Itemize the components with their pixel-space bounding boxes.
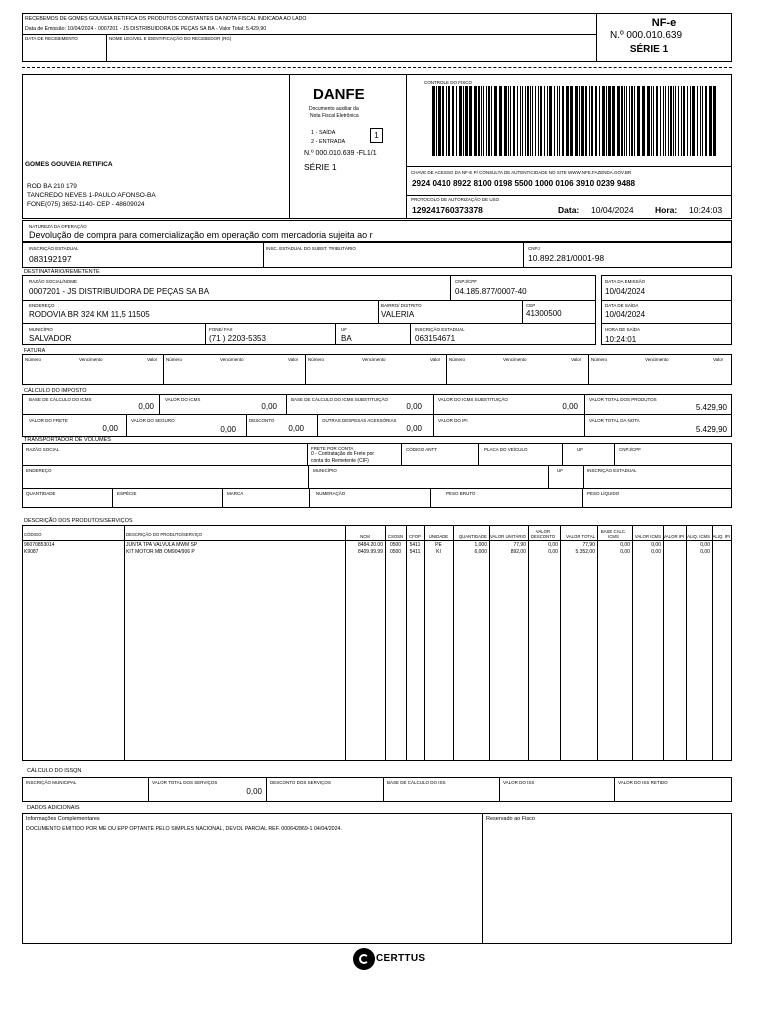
barcode-bar — [547, 86, 548, 156]
table-cell: 96070853014 — [24, 542, 55, 548]
products-col-divider — [424, 525, 425, 761]
net-weight-label: PESO LÍQUIDO — [587, 491, 620, 496]
recipient-cnpj-label: CNPJ/CPF — [455, 279, 478, 284]
barcode-bar — [491, 86, 492, 156]
quantity-label: QUANTIDADE — [26, 491, 56, 496]
issuer-name: GOMES GOUVEIA RETIFICA — [25, 161, 113, 168]
products-header-cell: CSOSN — [387, 534, 404, 539]
iss-retained-label: VALOR DO ISS RETIDO — [618, 780, 668, 785]
receipt-date-label: DATA DE RECEBIMENTO — [25, 36, 78, 41]
products-total: 5.429,90 — [695, 403, 727, 412]
logo-c-icon — [359, 954, 369, 964]
additional-info-label: Informações Complementares — [26, 816, 100, 822]
barcode-bar — [510, 86, 511, 156]
table-cell: 77,90 — [513, 542, 526, 548]
table-cell: 8484.20.00 — [357, 542, 383, 548]
recipient-section: DESTINATÁRIO/REMETENTE — [24, 269, 100, 275]
products-col-divider — [597, 525, 598, 761]
recipient-cnpj: 04.185.877/0007-40 — [455, 287, 527, 296]
issqn-section: CÁLCULO DO ISSQN — [27, 768, 82, 774]
products-total-label: VALOR TOTAL DOS PRODUTOS — [589, 397, 657, 402]
table-cell: 0,00 — [620, 542, 630, 548]
products-col-divider — [712, 525, 713, 761]
services-total: 0,00 — [246, 787, 262, 796]
products-col-divider — [632, 525, 633, 761]
invoice-total: 5.429,90 — [695, 425, 727, 434]
table-cell: 0,00 — [548, 542, 558, 548]
barcode-bar — [575, 86, 578, 156]
recipient-district: VALERIA — [381, 310, 415, 319]
stub-series: SÉRIE 1 — [629, 44, 669, 55]
barcode-bar — [527, 86, 529, 156]
recipient-name-label: RAZÃO SOCIAL/NOME — [29, 279, 78, 284]
barcode-bar — [683, 86, 685, 156]
barcode-bar — [486, 86, 487, 156]
recipient-phone-label: FONE/ FAX — [209, 327, 233, 332]
barcode-bar — [665, 86, 666, 156]
registration-box — [22, 242, 732, 268]
carrier-box — [22, 443, 732, 508]
invoice-col-numero: Número — [25, 357, 42, 362]
products-col-divider — [686, 525, 687, 761]
barcode-bar — [581, 86, 584, 156]
freight-label: VALOR DO FRETE — [29, 418, 68, 423]
barcode-bar — [513, 86, 515, 156]
barcode-bar — [663, 86, 664, 156]
products-col-divider — [528, 525, 529, 761]
table-cell: JUNTA TPA VALVULA MWM SP — [126, 542, 198, 548]
recipient-zip-label: CEP — [526, 303, 536, 308]
nature-label: NATUREZA DA OPERAÇÃO — [29, 224, 87, 229]
table-cell: 0500 — [389, 549, 402, 555]
table-cell: 77,90 — [582, 542, 595, 548]
barcode-bar — [637, 86, 640, 156]
certtus-logo — [353, 948, 375, 970]
table-cell: 8409.99.99 — [357, 549, 383, 555]
other-expenses: 0,00 — [406, 424, 422, 433]
protocol-number: 129241760373378 — [412, 205, 483, 215]
protocol-date: 10/04/2024 — [591, 205, 634, 215]
table-cell: PE — [435, 542, 442, 548]
table-cell: 0,00 — [651, 542, 661, 548]
table-cell: 892,00 — [510, 549, 526, 555]
protocol-date-label: Data: — [558, 205, 580, 215]
fisco-control-label: CONTROLE DO FISCO — [424, 80, 473, 85]
barcode-bar — [530, 86, 531, 156]
products-col-divider — [345, 525, 346, 761]
products-header-cell: BASE CALC. ICMS — [600, 529, 627, 539]
invoice-col-valor: Valor — [147, 357, 158, 362]
barcode-bar — [606, 86, 607, 156]
barcode-bar — [525, 86, 526, 156]
table-cell: KI — [436, 549, 441, 555]
barcode-bar — [520, 86, 521, 156]
other-expenses-label: OUTRAS DESPESAS ACESSÓRIAS — [322, 418, 397, 423]
invoice-col-vencimento: Vencimento — [645, 357, 669, 362]
carrier-address-label: ENDEREÇO — [26, 468, 52, 473]
barcode-bar — [538, 86, 539, 156]
danfe-type: 1 — [374, 131, 379, 140]
barcode-bar — [448, 86, 450, 156]
invoice-col-vencimento: Vencimento — [362, 357, 386, 362]
icms-value-label: VALOR DO ICMS — [165, 397, 201, 402]
products-col-divider — [663, 525, 664, 761]
carrier-uf-label: UF — [577, 447, 583, 452]
exit-date: 10/04/2024 — [605, 310, 646, 319]
stub-nfe-title: NF-e — [651, 17, 677, 29]
barcode-bar — [463, 86, 464, 156]
st-base: 0,00 — [406, 402, 422, 411]
carrier-cnpj-label: CNPJ/CPF — [619, 447, 642, 452]
protocol-label: PROTOCOLO DE AUTORIZAÇÃO DE USO — [411, 197, 500, 202]
barcode-bar — [562, 86, 564, 156]
barcode-bar — [631, 86, 633, 156]
additional-box — [22, 813, 732, 944]
receipt-statement: RECEBEMOS DE GOMES GOUVEIA RETIFICA OS PRODUTOS CONSTANTES DA NOTA FISCAL INDICADA AO LADO — [25, 16, 307, 22]
barcode-bar — [692, 86, 695, 156]
danfe-entry-option: 2 - ENTRADA — [311, 139, 346, 145]
invoice-col-valor: Valor — [571, 357, 582, 362]
barcode-bar — [668, 86, 669, 156]
barcode-bar — [436, 86, 437, 156]
table-cell: 0500 — [389, 542, 402, 548]
st-value: 0,00 — [562, 402, 578, 411]
barcode-bar — [544, 86, 545, 156]
barcode-bar — [678, 86, 679, 156]
barcode-bar — [559, 86, 560, 156]
barcode-bar — [656, 86, 658, 156]
st-value-label: VALOR DO ICMS SUBSTITUIÇÃO — [438, 397, 508, 402]
issuer-phone: FONE(075) 3652-1140- CEP - 48609024 — [27, 201, 145, 208]
products-header-cell: ALIQ. IPI — [712, 534, 730, 539]
barcode-bar — [697, 86, 698, 156]
recipient-ie: 063154671 — [415, 334, 456, 343]
plate-label: PLACA DO VEÍCULO — [484, 447, 528, 452]
products-col-divider — [453, 525, 454, 761]
barcode-bar — [566, 86, 569, 156]
barcode-bar — [675, 86, 676, 156]
barcode-bar — [532, 86, 533, 156]
barcode-bar — [589, 86, 590, 156]
gross-weight-label: PESO BRUTO — [446, 491, 476, 496]
protocol-time: 10:24:03 — [689, 205, 723, 215]
barcode-bar — [522, 86, 523, 156]
access-key: 2924 0410 8922 8100 0198 5500 1000 0106 3910 0239 9488 — [412, 179, 636, 188]
state-reg: 083192197 — [29, 254, 72, 264]
danfe-sub1: Documento auxiliar da — [309, 106, 359, 112]
barcode-bar — [709, 86, 712, 156]
barcode-bar — [554, 86, 555, 156]
barcode-bar — [452, 86, 454, 156]
barcode-bar — [504, 86, 507, 156]
carrier-ie-label: INSCRIÇÃO ESTADUAL — [587, 468, 637, 473]
danfe-title: DANFE — [313, 86, 365, 103]
products-header-cell: ALIQ. ICMS — [687, 534, 710, 539]
danfe-series: SÉRIE 1 — [304, 162, 337, 172]
certtus-brand: CERTTUS — [376, 953, 426, 964]
invoice-col-numero: Número — [166, 357, 183, 362]
issue-date: 10/04/2024 — [605, 287, 646, 296]
barcode-bar — [602, 86, 605, 156]
recipient-uf: BA — [341, 334, 352, 343]
products-header-cell: VALOR TOTAL — [566, 534, 595, 539]
icms-base-label: BASE DE CÁLCULO DO ICMS — [29, 397, 92, 402]
products-col-divider — [124, 525, 125, 761]
invoice-col-numero: Número — [591, 357, 608, 362]
table-cell: 0,00 — [651, 549, 661, 555]
recipient-name: 0007201 - JS DISTRIBUIDORA DE PEÇAS SA BA — [29, 287, 210, 296]
invoice-total-label: VALOR TOTAL DA NOTA — [589, 418, 640, 423]
barcode-bar — [488, 86, 490, 156]
discount-label: DESCONTO — [249, 418, 275, 423]
freight-mode-line1: 0 - Contratação do Frete por — [311, 451, 375, 457]
carrier-city-label: MUNICÍPIO — [313, 468, 337, 473]
invoice-col-vencimento: Vencimento — [503, 357, 527, 362]
barcode-bar — [660, 86, 661, 156]
barcode-bar — [494, 86, 497, 156]
barcode-bar — [579, 86, 580, 156]
products-header-cell: VALOR IPI — [663, 534, 684, 539]
discount: 0,00 — [288, 424, 304, 433]
barcode-bar — [456, 86, 457, 156]
tax-section: CÁLCULO DO IMPOSTO — [24, 388, 87, 394]
barcode-bar — [653, 86, 654, 156]
cnpj-value: 10.892.281/0001-98 — [528, 253, 605, 263]
recipient-zip: 41300500 — [526, 309, 562, 318]
barcode-bar — [432, 86, 435, 156]
recipient-city-label: MUNICÍPIO — [29, 327, 53, 332]
issue-date-label: DATA DA EMISSÃO — [605, 279, 646, 284]
carrier-section: TRANSPORTADOR DE VOLUMES — [24, 437, 111, 443]
barcode-bar — [459, 86, 462, 156]
table-cell: 5411 — [409, 549, 421, 555]
cut-line — [22, 67, 732, 68]
table-cell: 0,00 — [700, 542, 710, 548]
municipal-reg-label: INSCRIÇÃO MUNICIPAL — [26, 780, 77, 785]
barcode-bar — [629, 86, 630, 156]
barcode-bar — [700, 86, 701, 156]
invoice-col-valor: Valor — [288, 357, 299, 362]
barcode-bar — [549, 86, 552, 156]
freight: 0,00 — [102, 424, 118, 433]
barcode-bar — [621, 86, 623, 156]
barcode-bar — [438, 86, 441, 156]
products-header-cell: UNIDADE — [428, 534, 449, 539]
barcode-bar — [617, 86, 620, 156]
barcode-bar — [446, 86, 447, 156]
freight-mode-label: FRETE POR CONTA — [311, 446, 354, 451]
barcode-bar — [469, 86, 472, 156]
products-header-cell: NCM — [360, 534, 370, 539]
st-base-label: BASE DE CÁLCULO DO ICMS SUBSTITUIÇÃO — [291, 397, 389, 402]
issuer-address: ROD BA 210 179 — [27, 183, 77, 190]
barcode-bar — [687, 86, 688, 156]
barcode-bar — [595, 86, 597, 156]
antt-label: CÓDIGO ANTT — [406, 447, 438, 452]
products-col-divider — [489, 525, 490, 761]
table-cell: 5411 — [409, 542, 421, 548]
invoice-col-numero: Número — [308, 357, 325, 362]
iss-base-label: BASE DE CÁLCULO DO ISS — [387, 780, 446, 785]
exit-time: 10:24:01 — [605, 335, 637, 344]
numbering-label: NUMERAÇÃO — [316, 491, 346, 496]
receipt-issue-info: Data de Emissão: 10/04/2024 - 0007201 - JS DISTRIBUIDORA DE PEÇAS SA BA - Valor Total: 5.429,90 — [25, 26, 267, 32]
barcode-bar — [599, 86, 600, 156]
products-col-divider — [385, 525, 386, 761]
barcode-bar — [540, 86, 542, 156]
table-cell: 6,000 — [474, 549, 487, 555]
recipient-phone: (71 ) 2203-5353 — [209, 334, 266, 343]
protocol-time-label: Hora: — [655, 205, 678, 215]
insurance-label: VALOR DO SEGURO — [131, 418, 175, 423]
additional-info: DOCUMENTO EMITIDO POR ME OU EPP OPTANTE PELO SIMPLES NACIONAL, DEVOL PARCIAL REF. 000642869-1 04/04/2024. — [26, 826, 342, 832]
barcode-bar — [465, 86, 468, 156]
species-label: ESPÉCIE — [117, 491, 137, 496]
services-discount-label: DESCONTO DOS SERVIÇOS — [270, 780, 331, 785]
barcode-bar — [634, 86, 635, 156]
insurance: 0,00 — [220, 425, 236, 434]
barcode-bar — [474, 86, 477, 156]
freight-mode-line2: conta do Remetente (CIF) — [311, 458, 369, 464]
exit-date-label: DATA DE SAÍDA — [605, 303, 639, 308]
barcode-bar — [499, 86, 502, 156]
nature-value: Devolução de compra para comercialização em operação com mercadoria sujeita ao r — [29, 230, 373, 240]
barcode-bar — [608, 86, 611, 156]
access-key-label: CHAVE DE ACESSO DA NF-E P/ CONSULTA DE AUTENTICIDADE NO SITE WWW.NFE.FAZENDA.GOV.BR — [411, 170, 632, 175]
barcode-bar — [702, 86, 703, 156]
table-row — [0, 549, 768, 555]
recipient-uf-label: UF — [341, 327, 347, 332]
products-section: DESCRIÇÃO DOS PRODUTOS/SERVIÇOS — [24, 518, 133, 524]
services-total-label: VALOR TOTAL DOS SERVIÇOS — [152, 780, 218, 785]
products-header-cell: VALOR ICMS — [634, 534, 661, 539]
cnpj-label: CNPJ — [528, 246, 540, 251]
barcode-bar — [517, 86, 518, 156]
barcode-bar — [690, 86, 691, 156]
barcode-bar — [483, 86, 484, 156]
danfe-sub2: Nota Fiscal Eletrônica — [310, 113, 359, 119]
issuer-district: TANCREDO NEVES 1-PAULO AFONSO-BA — [27, 192, 156, 199]
invoice-col-numero: Número — [449, 357, 466, 362]
barcode-bar — [570, 86, 573, 156]
exit-time-label: HORA DE SAÍDA — [605, 327, 641, 332]
table-cell: 1,000 — [474, 542, 487, 548]
barcode-bar — [591, 86, 593, 156]
iss-value-label: VALOR DO ISS — [503, 780, 535, 785]
barcode-bar — [612, 86, 615, 156]
invoice-col-valor: Valor — [713, 357, 724, 362]
ipi-value-label: VALOR DO IPI — [438, 418, 468, 423]
danfe-exit-option: 1 - SAÍDA — [311, 130, 336, 136]
products-header-cell: CFOP — [409, 534, 421, 539]
barcode-bar — [647, 86, 650, 156]
stub-number: N.º 000.010.639 — [609, 30, 683, 41]
barcode-bar — [651, 86, 652, 156]
brand-label: MARCA — [227, 491, 244, 496]
fisco-reserved-label: Reservado ao Fisco — [486, 816, 535, 822]
products-col-divider — [560, 525, 561, 761]
recipient-district-label: BAIRRO/ DISTRITO — [381, 303, 422, 308]
barcode-bar — [442, 86, 444, 156]
danfe-number: N.º 000.010.639 -FL1/1 — [304, 150, 377, 157]
products-header-cell: VALOR UNITÁRIO — [490, 534, 526, 539]
invoice-col-vencimento: Vencimento — [79, 357, 103, 362]
barcode-bar — [673, 86, 674, 156]
barcode-bar — [481, 86, 482, 156]
barcode — [432, 86, 716, 156]
additional-section: DADOS ADICIONAIS — [27, 805, 80, 811]
products-header-cell: CÓDIGO — [24, 532, 42, 537]
table-cell: 0,00 — [548, 549, 558, 555]
st-reg-label: INSC. ESTADUAL DO SUBST. TRIBUTÁRIO — [266, 246, 356, 251]
receipt-id-label: NOME LEGÍVEL E IDENTIFICAÇÃO DO RECEBEDOR (RG) — [109, 36, 232, 41]
table-cell: K9087 — [24, 549, 39, 555]
barcode-bar — [508, 86, 509, 156]
products-header-cell: VALOR DESCONTO — [530, 529, 556, 539]
products-table — [22, 525, 732, 761]
recipient-address-label: ENDEREÇO — [29, 303, 55, 308]
icms-base: 0,00 — [138, 402, 154, 411]
products-header-cell: DESCRIÇÃO DO PRODUTO/SERVIÇO — [126, 532, 203, 537]
barcode-bar — [585, 86, 587, 156]
table-cell: KIT MOTOR MB OM904/906 P — [126, 549, 195, 555]
barcode-bar — [557, 86, 558, 156]
invoice-section: FATURA — [24, 348, 46, 354]
products-col-divider — [406, 525, 407, 761]
carrier-name-label: RAZÃO SOCIAL — [26, 447, 60, 452]
state-reg-label: INSCRIÇÃO ESTADUAL — [29, 246, 79, 251]
recipient-ie-label: INSCRIÇÃO ESTADUAL — [415, 327, 465, 332]
barcode-bar — [642, 86, 645, 156]
invoice-col-vencimento: Vencimento — [220, 357, 244, 362]
recipient-city: SALVADOR — [29, 334, 72, 343]
barcode-bar — [713, 86, 716, 156]
icms-value: 0,00 — [261, 402, 277, 411]
barcode-bar — [478, 86, 480, 156]
recipient-address: RODOVIA BR 324 KM 11,5 11505 — [29, 310, 150, 319]
table-cell: 0,00 — [620, 549, 630, 555]
barcode-bar — [624, 86, 625, 156]
table-cell: 0,00 — [700, 549, 710, 555]
barcode-bar — [670, 86, 672, 156]
barcode-bar — [681, 86, 682, 156]
invoice-col-valor: Valor — [430, 357, 441, 362]
table-cell: 5.352,00 — [575, 549, 595, 555]
barcode-bar — [705, 86, 707, 156]
barcode-bar — [626, 86, 627, 156]
table-row — [0, 542, 768, 548]
products-header-cell: QUANTIDADE — [458, 534, 487, 539]
carrier-uf2-label: UF — [557, 468, 563, 473]
barcode-bar — [535, 86, 536, 156]
